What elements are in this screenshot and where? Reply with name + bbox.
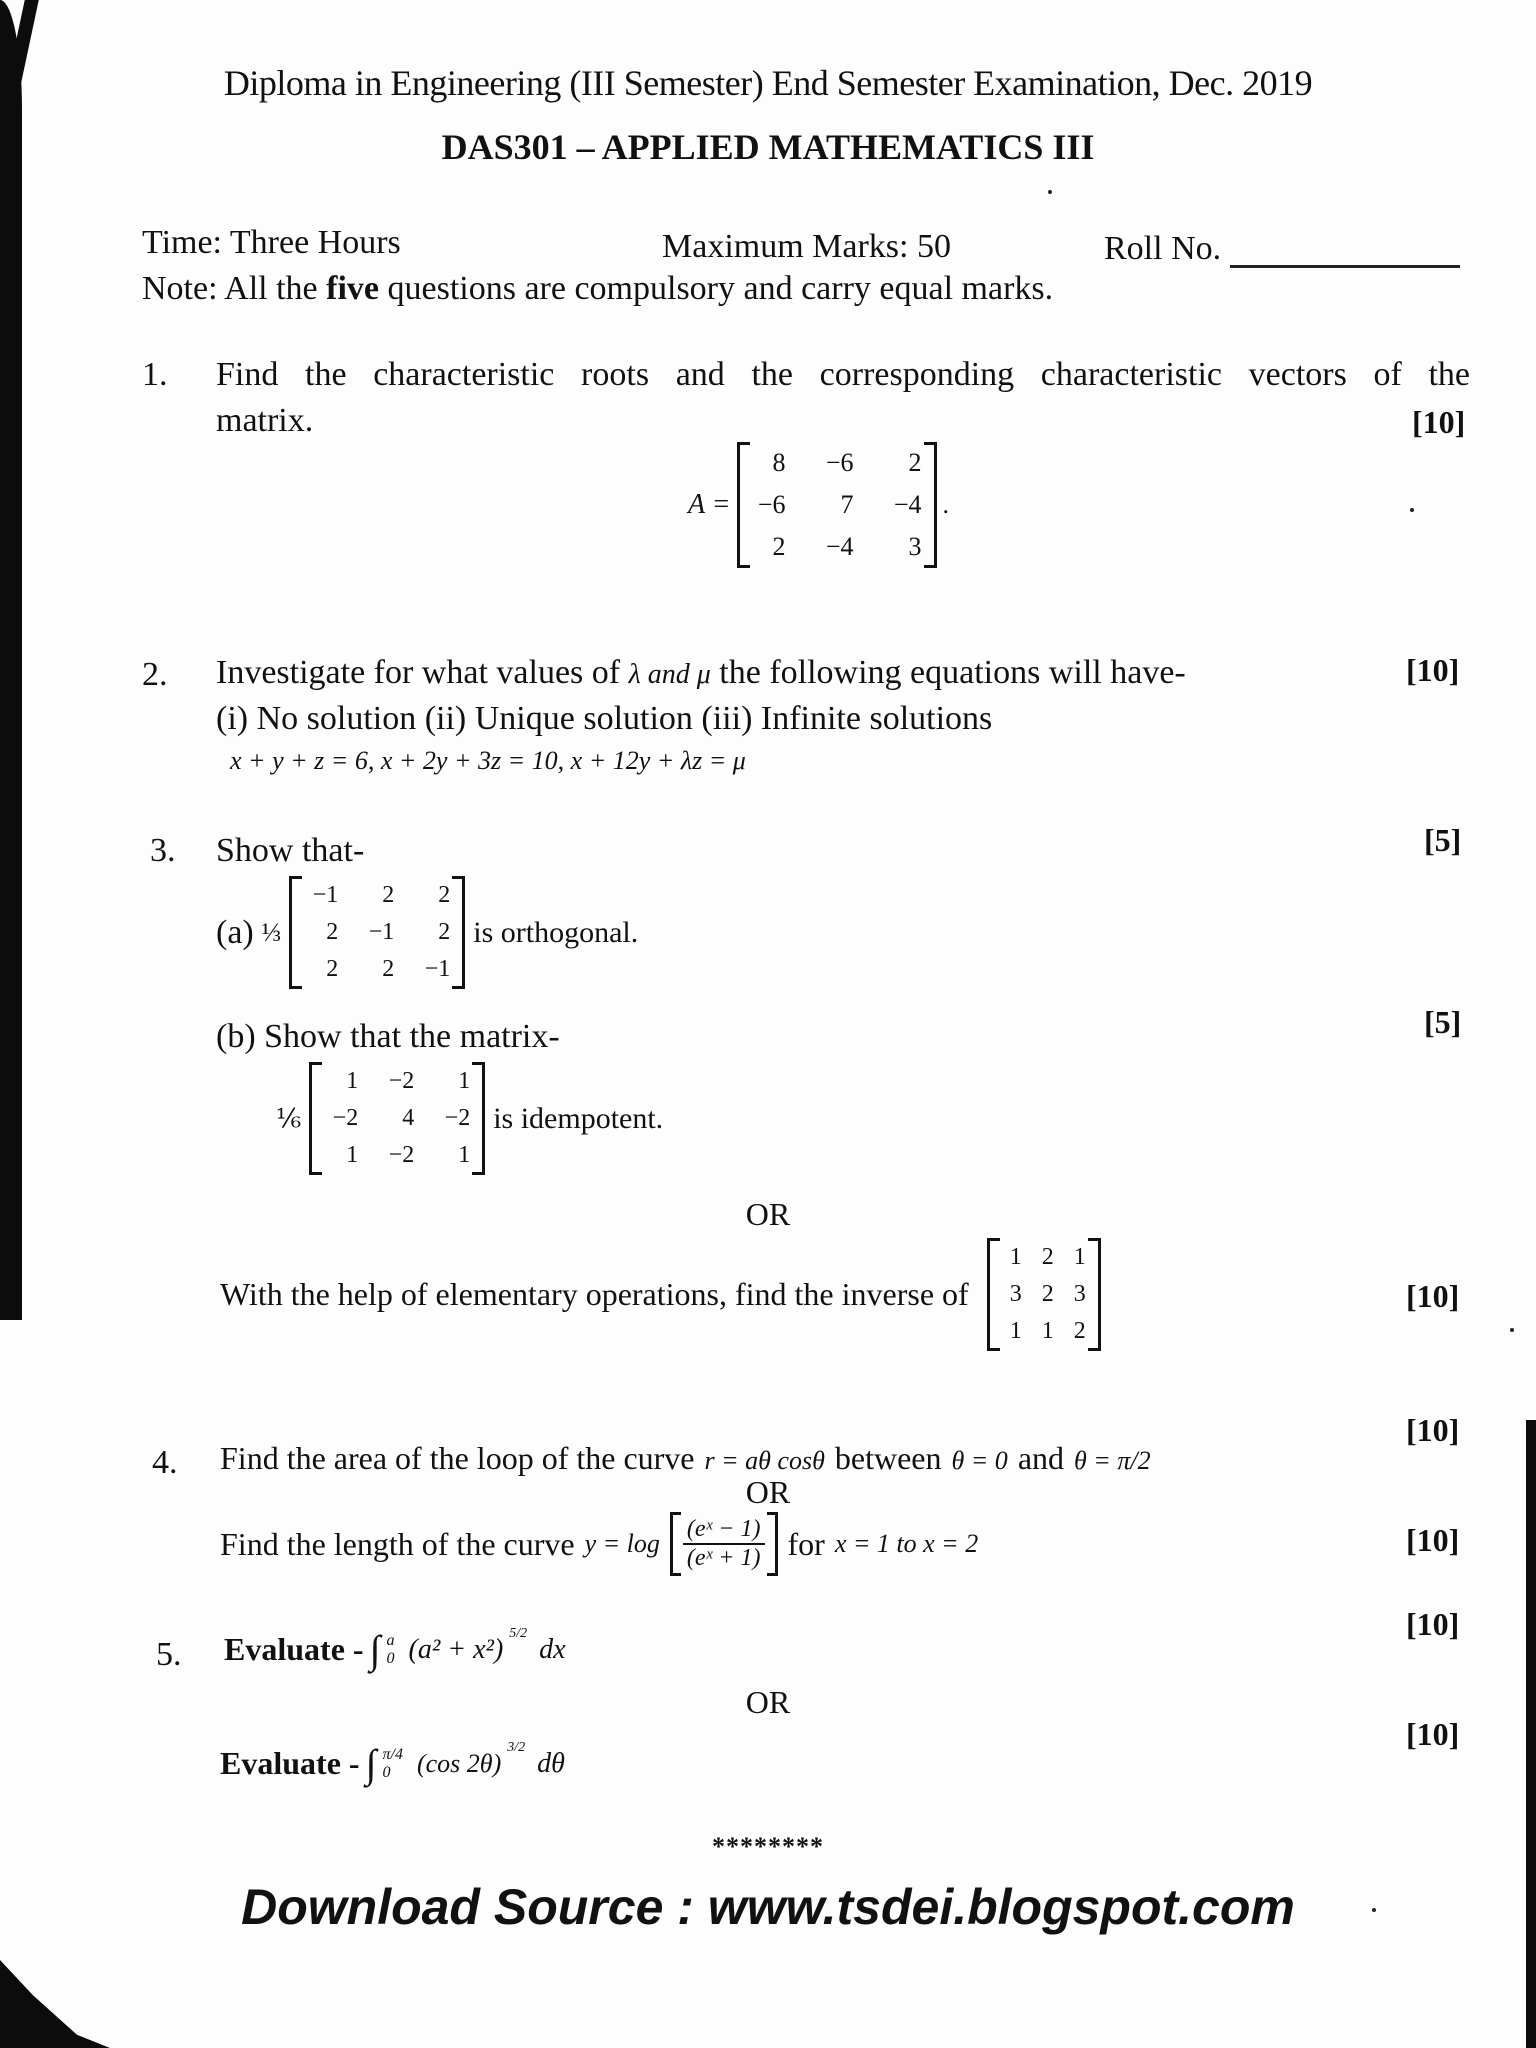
q1-matrix-label: A = <box>688 489 731 520</box>
q4-text: Find the area of the loop of the curve <box>220 1440 695 1476</box>
matrix-cell: 1 <box>458 1068 471 1094</box>
q4-or: OR <box>745 1474 791 1510</box>
matrix-cell: −4 <box>893 490 922 519</box>
q5-alt-line <box>220 1740 565 1787</box>
q5-alt-integrand: (cos 2θ) <box>416 1748 502 1778</box>
matrix-cell: 2 <box>326 919 339 945</box>
q4-marks: [10] <box>1406 1412 1460 1448</box>
matrix-cell: 2 <box>1073 1318 1086 1344</box>
q4-line <box>220 1440 1151 1477</box>
matrix-cell: 3 <box>1009 1281 1022 1307</box>
q2-text-pre: Investigate for what values of <box>216 654 629 691</box>
matrix-cell: 1 <box>346 1142 359 1168</box>
q3a-suffix: is orthogonal. <box>473 915 639 949</box>
q5-limits <box>387 1632 395 1668</box>
q3b-label: (b) Show that the matrix- <box>216 1018 560 1055</box>
q3b-matrix <box>309 1062 485 1175</box>
matrix-cell: 4 <box>402 1105 415 1131</box>
roll-no-label: Roll No. <box>1104 230 1222 267</box>
q5-or: OR <box>745 1684 791 1720</box>
q1-matrix-block <box>688 442 949 568</box>
course-title: DAS301 – APPLIED MATHEMATICS III <box>441 127 1095 167</box>
matrix-cell: 1 <box>346 1068 359 1094</box>
note-text <box>142 270 1053 308</box>
q5-alt-limits <box>383 1746 403 1782</box>
q2-marks: [10] <box>1406 652 1460 688</box>
q4-alt-marks: [10] <box>1406 1522 1460 1558</box>
q4-alt-line <box>220 1512 978 1576</box>
matrix-cell: −6 <box>825 448 854 477</box>
q5-line <box>224 1626 566 1673</box>
note-prefix: Note: All the <box>142 270 327 307</box>
matrix-cell: 1 <box>1041 1318 1054 1344</box>
max-marks-label: Maximum Marks: 50 <box>662 228 951 265</box>
q1-text: Find the characteristic roots and the corresponding characteristic vectors of the <box>216 356 1470 393</box>
q5-integrand: (a² + x²) <box>408 1633 504 1665</box>
exam-title: Diploma in Engineering (III Semester) End Semester Examination, Dec. 2019 <box>223 63 1313 103</box>
q5-power: 5/2 <box>509 1626 528 1641</box>
matrix-cell: 8 <box>772 448 786 477</box>
scan-speck <box>1048 190 1052 194</box>
q4-and: and <box>1017 1440 1065 1476</box>
q3a-matrix <box>289 876 465 989</box>
end-marker: ******** <box>712 1832 824 1861</box>
lower-limit: 0 <box>382 1763 391 1781</box>
q3-intro: Show that- <box>216 832 365 869</box>
matrix-cell: 1 <box>1009 1244 1022 1270</box>
q3-alt-text: With the help of elementary operations, find the inverse of <box>220 1276 969 1312</box>
q3a-block <box>216 876 638 989</box>
matrix-cell: 1 <box>458 1142 471 1168</box>
matrix-cell: 1 <box>1009 1318 1022 1344</box>
q3a-label: (a) <box>216 913 254 951</box>
q1-matrix <box>737 442 937 568</box>
matrix-cell: 2 <box>1041 1244 1054 1270</box>
q5-alt-power: 3/2 <box>507 1740 526 1755</box>
download-source-footer: Download Source : www.tsdei.blogspot.com <box>241 1879 1295 1935</box>
q5-alt-dvar: dθ <box>537 1747 565 1779</box>
q5-alt-text: Evaluate - <box>220 1745 360 1781</box>
q4-theta-from: θ = 0 <box>951 1446 1008 1475</box>
q1-text-line2: matrix. <box>216 402 314 439</box>
q4-alt-fraction <box>683 1516 765 1572</box>
scan-corner-bottom-left <box>0 1960 110 2048</box>
q2-text <box>216 654 1186 692</box>
roll-no-blank <box>1230 239 1460 268</box>
matrix-cell: 2 <box>772 532 786 561</box>
matrix-cell: 7 <box>840 490 854 519</box>
time-label: Time: Three Hours <box>142 224 401 261</box>
q3-or: OR <box>745 1196 791 1232</box>
fraction-denominator: (eˣ + 1) <box>686 1545 761 1571</box>
q3a-factor: ⅓ <box>261 917 282 947</box>
q3-number: 3. <box>150 832 176 869</box>
q5-alt-marks: [10] <box>1406 1716 1460 1752</box>
matrix-cell: −1 <box>424 956 451 982</box>
roll-no-field <box>1104 230 1460 268</box>
matrix-cell: 3 <box>908 532 922 561</box>
q4-alt-text: Find the length of the curve <box>220 1525 575 1562</box>
matrix-cell: 2 <box>1041 1281 1054 1307</box>
matrix-cell: 1 <box>1073 1244 1086 1270</box>
scan-speck <box>1410 508 1414 512</box>
scan-edge-right <box>1526 1420 1536 2048</box>
q2-cases: (i) No solution (ii) Unique solution (iii) Infinite solutions <box>216 700 993 737</box>
q3-alt-marks: [10] <box>1406 1278 1460 1314</box>
q4-number: 4. <box>152 1444 178 1481</box>
matrix-cell: 2 <box>908 448 922 477</box>
upper-limit: π/4 <box>382 1745 403 1763</box>
note-bold: five <box>326 270 380 307</box>
q3-alt-block <box>220 1238 1101 1351</box>
upper-limit: a <box>386 1631 395 1649</box>
scan-speck <box>1510 1328 1514 1332</box>
q3b-marks: [5] <box>1424 1004 1462 1040</box>
q2-equations: x + y + z = 6, x + 2y + 3z = 10, x + 12y + λz = μ <box>230 746 746 775</box>
matrix-cell: −1 <box>312 882 339 908</box>
q1-number: 1. <box>142 356 168 393</box>
q5-text: Evaluate - <box>224 1631 364 1667</box>
q3b-factor: ⅙ <box>276 1103 302 1133</box>
lower-limit: 0 <box>386 1649 395 1667</box>
matrix-cell: 2 <box>326 956 339 982</box>
q3a-marks: [5] <box>1424 822 1462 858</box>
q1-marks: [10] <box>1412 404 1466 440</box>
q4-alt-range: x = 1 to x = 2 <box>834 1529 979 1558</box>
matrix-cell: −2 <box>388 1068 415 1094</box>
matrix-cell: 2 <box>382 956 395 982</box>
q4-alt-bracket <box>670 1512 778 1576</box>
matrix-cell: −6 <box>757 490 786 519</box>
matrix-cell: 3 <box>1073 1281 1086 1307</box>
matrix-cell: −1 <box>368 919 395 945</box>
matrix-cell: −4 <box>825 532 854 561</box>
q3b-block <box>276 1062 663 1175</box>
q2-lambda-mu: λ and μ <box>628 659 711 690</box>
matrix-cell: −2 <box>388 1142 415 1168</box>
q5-dvar: dx <box>539 1633 566 1665</box>
q2-number: 2. <box>142 656 168 693</box>
q4-alt-y-eq: y = log <box>584 1529 660 1558</box>
matrix-cell: 2 <box>382 882 395 908</box>
note-suffix: questions are compulsory and carry equal marks. <box>379 270 1054 307</box>
matrix-cell: 2 <box>438 882 451 908</box>
scan-edge-left <box>0 0 22 1320</box>
q2-text-post: the following equations will have- <box>710 654 1186 691</box>
q4-alt-for: for <box>787 1525 825 1562</box>
q5-number: 5. <box>156 1636 182 1673</box>
fraction-numerator: (eˣ − 1) <box>683 1516 765 1545</box>
matrix-cell: −2 <box>332 1105 359 1131</box>
q4-theta-to: θ = π/2 <box>1074 1446 1151 1475</box>
q3b-suffix: is idempotent. <box>493 1101 664 1135</box>
matrix-cell: 2 <box>438 919 451 945</box>
q1-matrix-suffix: . <box>942 490 949 519</box>
q4-between: between <box>834 1440 942 1476</box>
q3-alt-matrix <box>987 1238 1101 1351</box>
q4-curve: r = aθ cosθ <box>704 1446 825 1475</box>
integral-sign-icon: ∫ <box>365 1741 377 1786</box>
q5-marks: [10] <box>1406 1606 1460 1642</box>
matrix-cell: −2 <box>444 1105 471 1131</box>
integral-sign-icon: ∫ <box>369 1627 381 1672</box>
